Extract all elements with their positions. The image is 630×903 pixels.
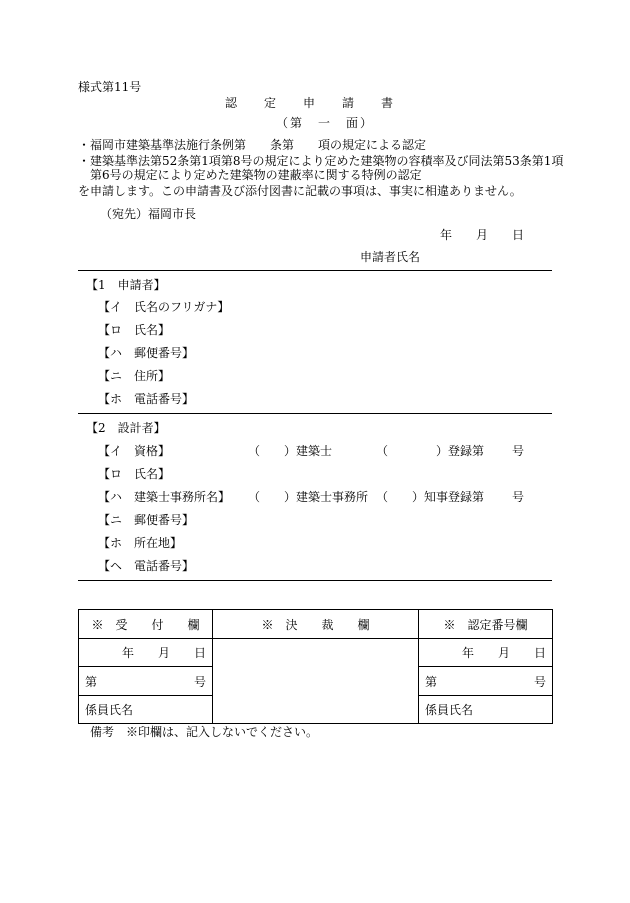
reception-number-suffix: 号 <box>193 674 206 689</box>
designer-office-architect-class: （ ）建築士事務所 <box>248 490 369 504</box>
designer-postal-label: 【ニ 郵便番号】 <box>98 513 195 527</box>
purpose-line-1: ・福岡市建築基準法施行条例第 条第 項の規定による認定 <box>78 138 427 152</box>
designer-name-label: 【ロ 氏名】 <box>98 467 171 481</box>
designer-office-registration: （ ）知事登録第 <box>376 490 485 504</box>
purpose-line-2: ・建築基準法第52条第1項第8号の規定により定めた建築物の容積率及び同法第53条第1項 <box>78 154 564 168</box>
designer-registration: （ ）登録第 <box>376 444 485 458</box>
designer-phone-label: 【ヘ 電話番号】 <box>98 559 195 573</box>
declaration-line: を申請します。この申請書及び添付図書に記載の事項は、事実に相違ありません。 <box>78 184 522 198</box>
designer-section-header: 【2 設計者】 <box>86 421 166 435</box>
designer-qualification-label: 【イ 資格】 <box>98 444 171 458</box>
document-title: 認定申請書 <box>225 96 421 110</box>
certification-number-prefix: 第 <box>425 674 438 689</box>
certification-number-header: ※ 認定番号欄 <box>419 610 553 639</box>
designer-office-name-label: 【ハ 建築士事務所名】 <box>98 490 231 504</box>
designer-location-label: 【ホ 所在地】 <box>98 536 183 550</box>
designer-architect-class: （ ）建築士 <box>248 444 333 458</box>
certification-date: 年 月 日 <box>419 639 553 667</box>
divider <box>78 270 552 271</box>
certification-number-cell <box>419 667 553 696</box>
application-date: 年 月 日 <box>440 228 525 242</box>
divider <box>78 580 552 581</box>
addressee: （宛先）福岡市長 <box>100 207 197 221</box>
applicant-name-label: 申請者氏名 <box>360 250 421 264</box>
document-subtitle: （第 一 面） <box>276 116 375 130</box>
certification-clerk: 係員氏名 <box>419 696 553 724</box>
form-number: 様式第11号 <box>78 80 142 94</box>
applicant-postal-label: 【ハ 郵便番号】 <box>98 346 195 360</box>
designer-registration-no-suffix: 号 <box>512 444 525 458</box>
office-use-table <box>78 609 553 724</box>
designer-office-registration-no-suffix: 号 <box>512 490 525 504</box>
reception-number-cell <box>79 667 213 696</box>
remarks-note: 備考 ※印欄は、記入しないでください。 <box>90 725 319 739</box>
reception-number-prefix: 第 <box>85 674 98 689</box>
reception-clerk: 係員氏名 <box>79 696 213 724</box>
divider <box>78 413 552 414</box>
decision-header: ※ 決 裁 欄 <box>213 610 419 639</box>
certification-number-suffix: 号 <box>533 674 546 689</box>
applicant-furigana-label: 【イ 氏名のフリガナ】 <box>98 300 230 314</box>
applicant-phone-label: 【ホ 電話番号】 <box>98 392 195 406</box>
applicant-address-label: 【ニ 住所】 <box>98 369 171 383</box>
reception-header: ※ 受 付 欄 <box>79 610 213 639</box>
applicant-section-header: 【1 申請者】 <box>86 278 166 292</box>
reception-date: 年 月 日 <box>79 639 213 667</box>
decision-cell <box>213 639 419 724</box>
applicant-name-field-label: 【ロ 氏名】 <box>98 323 171 337</box>
purpose-line-3: 第6号の規定により定めた建築物の建蔽率に関する特例の認定 <box>90 168 422 182</box>
